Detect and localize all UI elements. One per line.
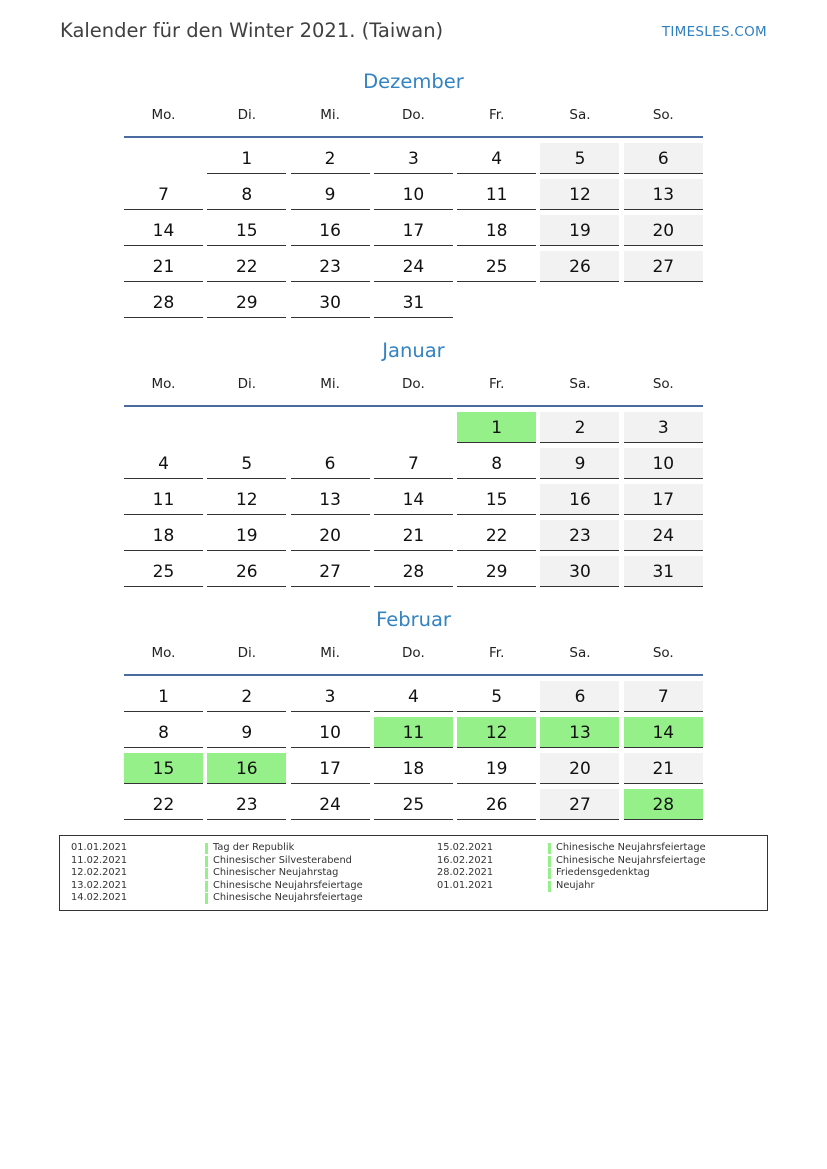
day-cell[interactable]: 18 [457, 215, 536, 246]
week-row [124, 215, 703, 251]
day-cell[interactable]: 11 [124, 484, 203, 515]
day-cell[interactable]: 1 [207, 143, 286, 174]
day-cell[interactable]: 5 [207, 448, 286, 479]
legend-holiday-name: Chinesischer Neujahrstag [213, 867, 339, 878]
weekday-label: Sa. [569, 376, 591, 392]
weekday-label: Fr. [488, 645, 505, 661]
week-grid [124, 676, 703, 825]
week-row [124, 753, 703, 789]
day-cell[interactable]: 8 [207, 179, 286, 210]
day-cell[interactable]: 30 [540, 556, 619, 587]
day-cell[interactable]: 15 [207, 215, 286, 246]
day-cell[interactable]: 10 [291, 717, 370, 748]
legend-holiday-name: Chinesische Neujahrsfeiertage [556, 842, 706, 853]
day-cell[interactable]: 24 [291, 789, 370, 820]
day-cell[interactable]: 25 [374, 789, 453, 820]
day-cell[interactable]: 4 [374, 681, 453, 712]
legend-color-marker [548, 843, 551, 854]
month-february [124, 606, 703, 825]
day-cell[interactable]: 27 [291, 556, 370, 587]
day-cell[interactable]: 19 [207, 520, 286, 551]
day-cell[interactable]: 19 [457, 753, 536, 784]
day-cell[interactable]: 7 [124, 179, 203, 210]
day-cell[interactable]: 16 [207, 753, 286, 784]
weekday-label: Sa. [569, 645, 591, 661]
weekday-label: So. [652, 376, 674, 392]
day-cell[interactable]: 28 [374, 556, 453, 587]
day-cell[interactable]: 1 [124, 681, 203, 712]
day-cell[interactable]: 31 [374, 287, 453, 318]
day-cell[interactable]: 21 [124, 251, 203, 282]
day-cell[interactable]: 7 [374, 448, 453, 479]
weekday-label: So. [652, 645, 674, 661]
weekday-label: Fr. [488, 376, 505, 392]
day-cell[interactable]: 29 [207, 287, 286, 318]
day-cell[interactable]: 28 [124, 287, 203, 318]
day-cell[interactable]: 30 [291, 287, 370, 318]
week-row [124, 789, 703, 825]
legend-holiday-name: Chinesische Neujahrsfeiertage [556, 854, 706, 866]
weekday-header-row [124, 96, 703, 138]
day-cell[interactable]: 5 [540, 143, 619, 174]
day-cell[interactable]: 14 [374, 484, 453, 515]
day-cell[interactable]: 2 [207, 681, 286, 712]
page-title: Kalender für den Winter 2021. (Taiwan) [60, 19, 444, 42]
legend-holiday-name: Neujahr [556, 879, 595, 891]
day-cell[interactable]: 9 [291, 179, 370, 210]
day-cell[interactable]: 23 [291, 251, 370, 282]
empty-day-cell [374, 412, 453, 443]
weekday-label: Fr. [488, 107, 505, 123]
day-cell[interactable]: 26 [540, 251, 619, 282]
day-cell[interactable]: 14 [624, 717, 703, 748]
day-cell[interactable]: 11 [374, 717, 453, 748]
day-cell[interactable]: 12 [540, 179, 619, 210]
day-cell[interactable]: 13 [540, 717, 619, 748]
month-january [124, 337, 703, 592]
day-cell[interactable]: 6 [540, 681, 619, 712]
day-cell[interactable]: 25 [124, 556, 203, 587]
weekday-label: Sa. [569, 107, 591, 123]
day-cell[interactable]: 22 [207, 251, 286, 282]
legend-date: 11.02.2021 [71, 854, 128, 866]
day-cell[interactable]: 20 [624, 215, 703, 246]
holiday-legend [59, 835, 768, 911]
day-cell[interactable]: 12 [207, 484, 286, 515]
day-cell[interactable]: 18 [374, 753, 453, 784]
legend-color-marker [205, 881, 208, 892]
month-title: Dezember [363, 70, 464, 93]
day-cell[interactable]: 3 [624, 412, 703, 443]
legend-date: 13.02.2021 [71, 879, 128, 891]
week-grid [124, 138, 703, 323]
week-row [124, 412, 703, 448]
month-title: Januar [382, 339, 445, 362]
week-row [124, 520, 703, 556]
day-cell[interactable]: 7 [624, 681, 703, 712]
weekday-header-row [124, 634, 703, 676]
day-cell[interactable]: 9 [540, 448, 619, 479]
day-cell[interactable]: 17 [291, 753, 370, 784]
day-cell[interactable]: 6 [291, 448, 370, 479]
week-row [124, 179, 703, 215]
day-cell[interactable]: 16 [540, 484, 619, 515]
legend-holiday-name: Chinesische Neujahrsfeiertage [213, 892, 363, 903]
day-cell[interactable]: 8 [457, 448, 536, 479]
weekday-label: So. [652, 107, 674, 123]
week-row [124, 717, 703, 753]
day-cell[interactable]: 17 [374, 215, 453, 246]
day-cell[interactable]: 2 [540, 412, 619, 443]
day-cell[interactable]: 6 [624, 143, 703, 174]
month-title: Februar [376, 608, 451, 631]
day-cell[interactable]: 10 [624, 448, 703, 479]
day-cell[interactable]: 16 [291, 215, 370, 246]
day-cell[interactable]: 27 [540, 789, 619, 820]
day-cell[interactable]: 21 [624, 753, 703, 784]
day-cell[interactable]: 15 [457, 484, 536, 515]
week-row [124, 484, 703, 520]
weekday-label: Mo. [151, 376, 176, 392]
legend-date: 14.02.2021 [71, 892, 128, 903]
weekday-label: Do. [402, 107, 425, 123]
weekday-label: Di. [237, 107, 257, 123]
week-row [124, 251, 703, 287]
site-link[interactable]: TIMESLES.COM [661, 24, 767, 40]
legend-color-marker [548, 868, 551, 879]
legend-holiday-name: Chinesische Neujahrsfeiertage [213, 879, 363, 891]
empty-day-cell [124, 412, 203, 443]
day-cell[interactable]: 24 [624, 520, 703, 551]
day-cell[interactable]: 26 [457, 789, 536, 820]
legend-color-marker [548, 881, 551, 892]
day-cell[interactable]: 2 [291, 143, 370, 174]
empty-day-cell [540, 287, 619, 318]
month-december [124, 68, 703, 323]
legend-date: 28.02.2021 [437, 867, 494, 878]
week-row [124, 287, 703, 323]
empty-day-cell [124, 143, 203, 174]
weekday-label: Mo. [151, 107, 176, 123]
day-cell[interactable]: 3 [291, 681, 370, 712]
legend-date: 01.01.2021 [71, 842, 128, 853]
legend-date: 12.02.2021 [71, 867, 128, 878]
day-cell[interactable]: 13 [291, 484, 370, 515]
week-grid [124, 407, 703, 592]
day-cell[interactable]: 5 [457, 681, 536, 712]
day-cell[interactable]: 25 [457, 251, 536, 282]
weekday-label: Mi. [320, 107, 340, 123]
empty-day-cell [457, 287, 536, 318]
legend-color-marker [548, 856, 551, 867]
legend-color-marker [205, 868, 208, 879]
day-cell[interactable]: 14 [124, 215, 203, 246]
weekday-label: Mi. [320, 645, 340, 661]
legend-date: 15.02.2021 [437, 842, 494, 853]
empty-day-cell [291, 412, 370, 443]
weekday-label: Di. [237, 645, 257, 661]
day-cell[interactable]: 15 [124, 753, 203, 784]
weekday-label: Do. [402, 376, 425, 392]
day-cell[interactable]: 27 [624, 251, 703, 282]
day-cell[interactable]: 24 [374, 251, 453, 282]
day-cell[interactable]: 31 [624, 556, 703, 587]
day-cell[interactable]: 28 [624, 789, 703, 820]
day-cell[interactable]: 3 [374, 143, 453, 174]
day-cell[interactable]: 12 [457, 717, 536, 748]
day-cell[interactable]: 4 [457, 143, 536, 174]
week-row [124, 681, 703, 717]
legend-date: 01.01.2021 [437, 879, 494, 891]
day-cell[interactable]: 29 [457, 556, 536, 587]
weekday-header-row [124, 365, 703, 407]
day-cell[interactable]: 20 [540, 753, 619, 784]
day-cell[interactable]: 20 [291, 520, 370, 551]
day-cell[interactable]: 13 [624, 179, 703, 210]
day-cell[interactable]: 22 [124, 789, 203, 820]
legend-holiday-name: Friedensgedenktag [556, 867, 650, 878]
weekday-label: Mi. [320, 376, 340, 392]
day-cell[interactable]: 1 [457, 412, 536, 443]
day-cell[interactable]: 19 [540, 215, 619, 246]
day-cell[interactable]: 11 [457, 179, 536, 210]
legend-date: 16.02.2021 [437, 854, 494, 866]
legend-color-marker [205, 843, 208, 854]
weekday-label: Mo. [151, 645, 176, 661]
legend-color-marker [205, 893, 208, 904]
day-cell[interactable]: 10 [374, 179, 453, 210]
day-cell[interactable]: 17 [624, 484, 703, 515]
day-cell[interactable]: 22 [457, 520, 536, 551]
day-cell[interactable]: 4 [124, 448, 203, 479]
legend-holiday-name: Chinesischer Silvesterabend [213, 854, 352, 866]
week-row [124, 143, 703, 179]
empty-day-cell [207, 412, 286, 443]
legend-color-marker [205, 856, 208, 867]
weekday-label: Di. [237, 376, 257, 392]
day-cell[interactable]: 23 [207, 789, 286, 820]
weekday-label: Do. [402, 645, 425, 661]
day-cell[interactable]: 9 [207, 717, 286, 748]
day-cell[interactable]: 21 [374, 520, 453, 551]
day-cell[interactable]: 8 [124, 717, 203, 748]
day-cell[interactable]: 18 [124, 520, 203, 551]
legend-holiday-name: Tag der Republik [213, 842, 295, 853]
day-cell[interactable]: 26 [207, 556, 286, 587]
empty-day-cell [624, 287, 703, 318]
day-cell[interactable]: 23 [540, 520, 619, 551]
week-row [124, 556, 703, 592]
week-row [124, 448, 703, 484]
